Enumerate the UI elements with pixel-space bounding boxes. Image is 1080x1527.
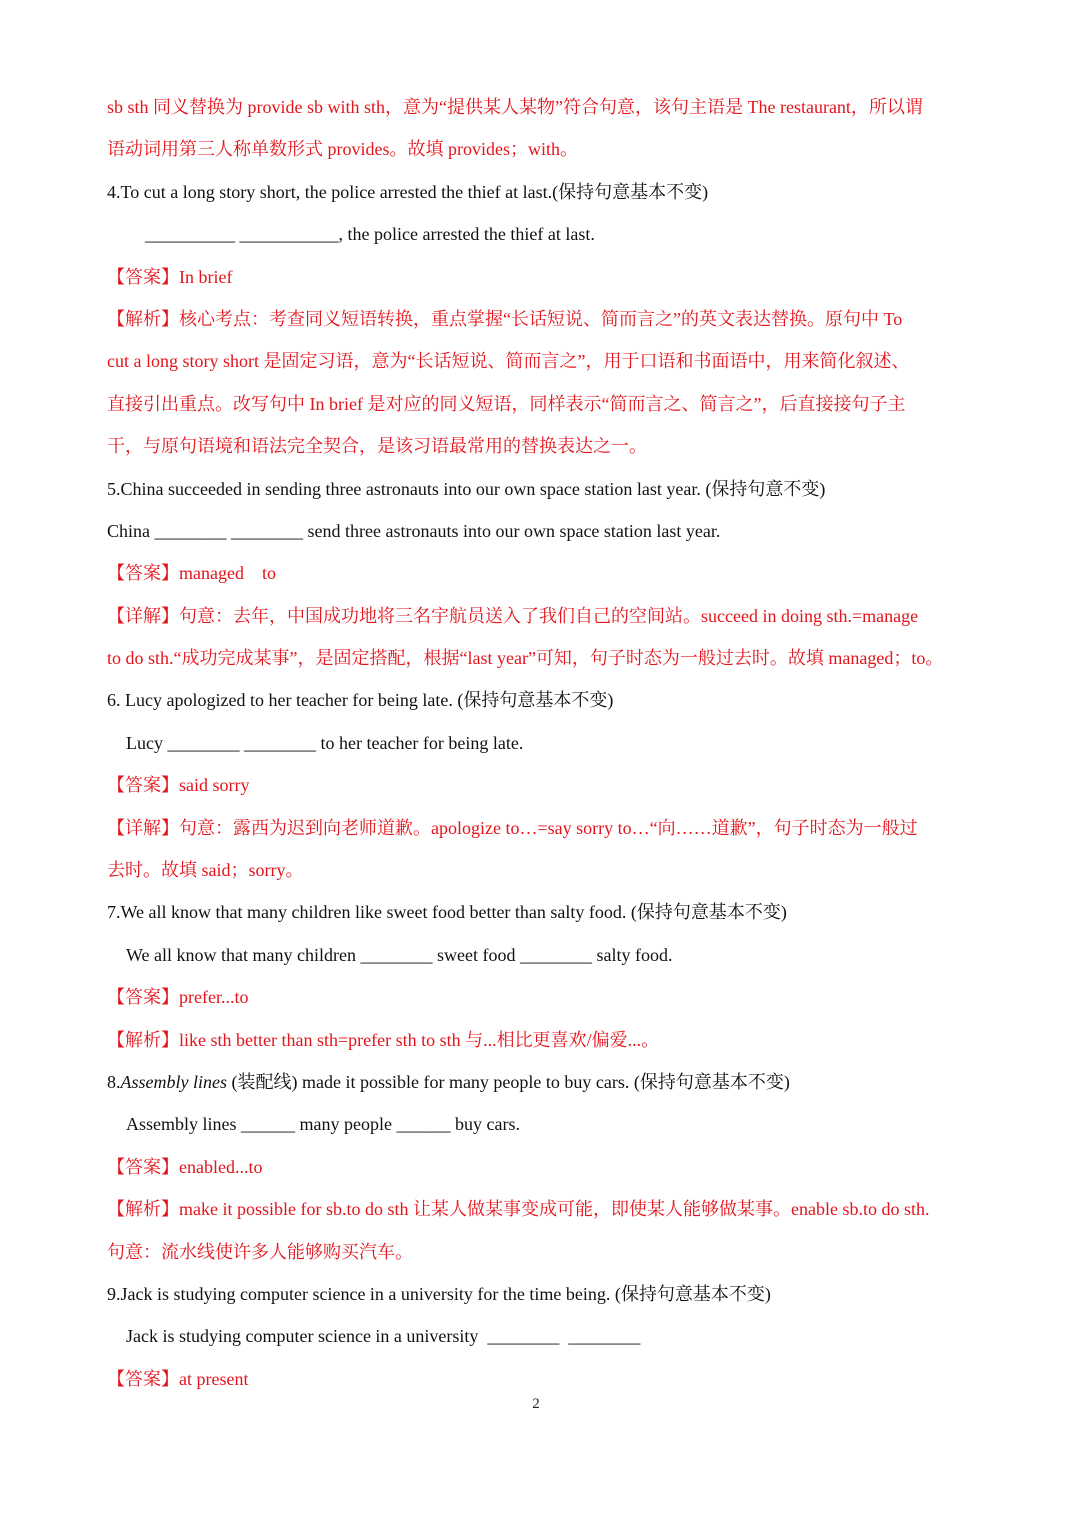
explanation-4-line: 【解析】核心考点：考查同义短语转换，重点掌握“长话短说、简而言之”的英文表达替换。原句中 To xyxy=(107,308,903,329)
explanation-7-line: 【解析】like sth better than sth=prefer sth to sth 与...相比更喜欢/偏爱...。 xyxy=(107,1029,660,1050)
explanation-5-line: 【详解】句意：去年，中国成功地将三名宇航员送入了我们自己的空间站。succeed in doing sth.=manage xyxy=(107,605,919,626)
question-9: 9.Jack is studying computer science in a university for the time being. (保持句意基本不变) xyxy=(107,1283,771,1304)
explanation-6-line: 【详解】句意：露西为迟到向老师道歉。apologize to…=say sorry to…“向……道歉”，句子时态为一般过 xyxy=(107,817,918,838)
explanation-5-line: to do sth.“成功完成某事”，是固定搭配，根据“last year”可知，句子时态为一般过去时。故填 managed；to。 xyxy=(107,648,944,669)
explanation-4-line: cut a long story short 是固定习语，意为“长话短说、简而言之”，用于口语和书面语中，用来简化叙述、 xyxy=(107,351,910,372)
explanation-4-line: 直接引出重点。改写句中 In brief 是对应的同义短语，同样表示“简而言之、简言之”，后直接接句子主 xyxy=(107,393,906,414)
answer-7: 【答案】prefer...to xyxy=(107,987,249,1008)
explanation-line: 语动词用第三人称单数形式 provides。故填 provides；with。 xyxy=(107,139,578,160)
question-8 xyxy=(107,1061,967,1103)
question-4-blank: __________ ___________, the police arrested the thief at last. xyxy=(145,224,595,245)
question-5-blank: China ________ ________ send three astronauts into our own space station last year. xyxy=(107,520,721,541)
question-4: 4.To cut a long story short, the police arrested the thief at last.(保持句意基本不变) xyxy=(107,181,709,202)
explanation-4-line: 干，与原句语境和语法完全契合，是该习语最常用的替换表达之一。 xyxy=(107,436,647,457)
explanation-line: sb sth 同义替换为 provide sb with sth，意为“提供某人某物”符合句意，该句主语是 The restaurant，所以谓 xyxy=(107,97,923,117)
question-8-blank: Assembly lines ______ many people ______ buy cars. xyxy=(126,1114,520,1135)
explanation-8-line: 【解析】make it possible for sb.to do sth 让某人做某事变成可能，即使某人能够做某事。enable sb.to do sth. xyxy=(107,1199,930,1220)
answer-6: 【答案】said sorry xyxy=(107,775,250,796)
answer-4: 【答案】In brief xyxy=(107,266,233,287)
answer-9: 【答案】at present xyxy=(107,1368,249,1389)
question-8-rest: (装配线) made it possible for many people to buy cars. (保持句意基本不变) xyxy=(226,1071,790,1092)
question-9-blank: Jack is studying computer science in a university ________ ________ xyxy=(126,1326,641,1347)
question-6-blank: Lucy ________ ________ to her teacher for being late. xyxy=(126,732,524,753)
question-5: 5.China succeeded in sending three astronauts into our own space station last year. (保持句意不变) xyxy=(107,478,826,499)
answer-8: 【答案】enabled...to xyxy=(107,1156,263,1177)
question-7-blank: We all know that many children ________ sweet food ________ salty food. xyxy=(126,944,673,965)
question-7: 7.We all know that many children like sweet food better than salty food. (保持句意基本不变) xyxy=(107,902,787,923)
answer-5: 【答案】managed to xyxy=(107,563,276,584)
explanation-8-line: 句意：流水线使许多人能够购买汽车。 xyxy=(107,1241,413,1262)
question-8-italic-term: Assembly lines xyxy=(120,1071,227,1092)
document-body xyxy=(107,86,967,1400)
explanation-6-line: 去时。故填 said；sorry。 xyxy=(107,860,304,881)
question-6: 6. Lucy apologized to her teacher for being late. (保持句意基本不变) xyxy=(107,690,614,711)
question-8-number: 8. xyxy=(107,1071,121,1092)
page-number: 2 xyxy=(532,1396,540,1412)
